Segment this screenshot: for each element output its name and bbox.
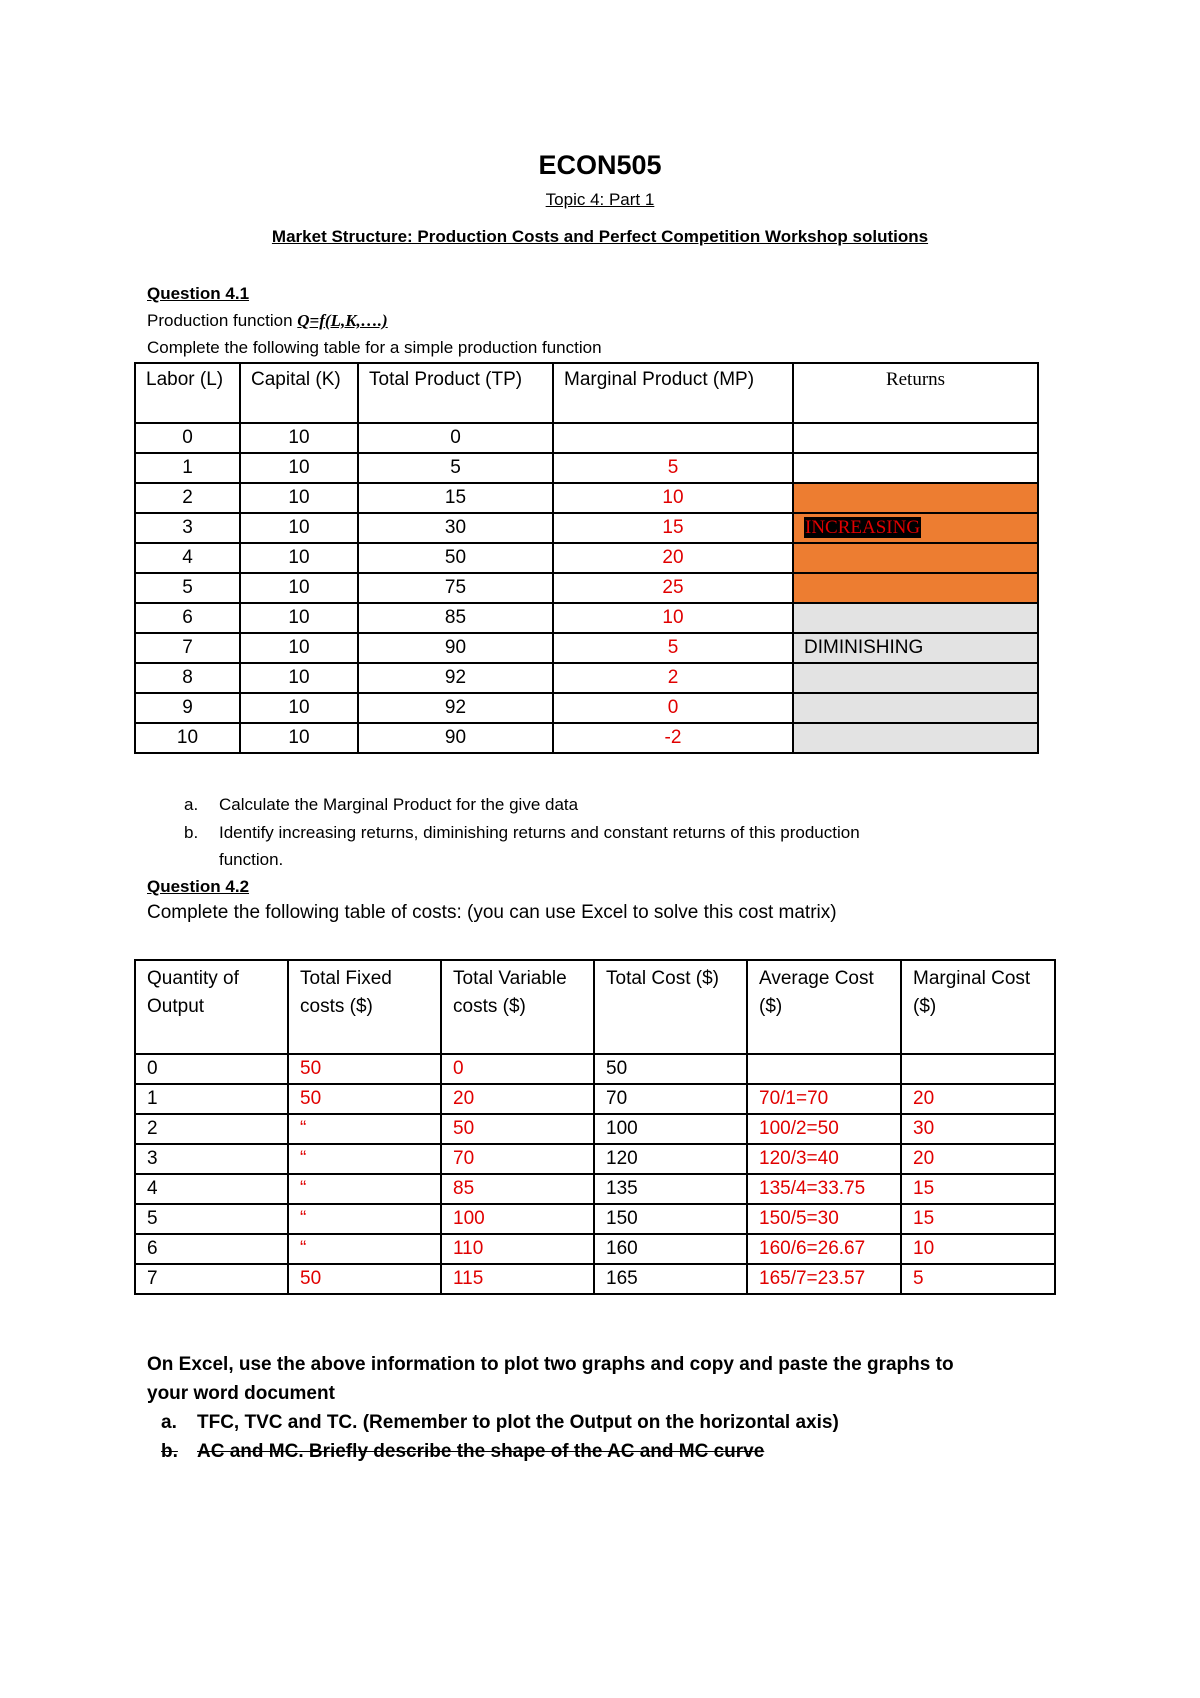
cell-quantity: 1 (135, 1084, 288, 1114)
header-ac: Average Cost ($) (747, 960, 901, 1054)
cell-tc: 160 (594, 1234, 747, 1264)
cost-table-header (135, 960, 1055, 1054)
cost-table (134, 959, 1056, 1295)
cell-quantity: 0 (135, 1054, 288, 1084)
header-mc: Marginal Cost ($) (901, 960, 1055, 1054)
header-capital: Capital (K) (240, 363, 358, 423)
cell-ac: 100/2=50 (747, 1114, 901, 1144)
excel-item-b-text: AC and MC. Briefly describe the shape of the AC and MC curve (197, 1441, 765, 1462)
task-a-marker: a. (184, 795, 199, 814)
cell-mp: -2 (553, 723, 793, 753)
excel-instruction-line2: your word document (147, 1383, 335, 1404)
cell-labor: 2 (135, 483, 240, 513)
cell-tp: 90 (358, 633, 553, 663)
cell-tfc: 50 (288, 1054, 441, 1084)
cell-returns-diminishing (793, 723, 1038, 753)
cell-ac: 135/4=33.75 (747, 1174, 901, 1204)
cell-returns-increasing (793, 513, 1038, 543)
task-b-text-line1: Identify increasing returns, diminishing returns and constant returns of this production (219, 823, 860, 842)
cell-labor: 3 (135, 513, 240, 543)
cell-labor: 5 (135, 573, 240, 603)
cell-tfc: “ (288, 1204, 441, 1234)
cell-tp: 92 (358, 693, 553, 723)
cell-mc: 15 (901, 1204, 1055, 1234)
cell-returns-increasing (793, 573, 1038, 603)
cell-tc: 135 (594, 1174, 747, 1204)
table-row (135, 633, 1038, 663)
table-row (135, 1264, 1055, 1294)
cell-capital: 10 (240, 423, 358, 453)
cell-mp: 10 (553, 483, 793, 513)
cell-labor: 7 (135, 633, 240, 663)
cell-quantity: 4 (135, 1174, 288, 1204)
cell-tfc: “ (288, 1114, 441, 1144)
cell-tc: 150 (594, 1204, 747, 1234)
cell-capital: 10 (240, 693, 358, 723)
excel-item-a-text: TFC, TVC and TC. (Remember to plot the Output on the horizontal axis) (197, 1412, 839, 1433)
cell-labor: 4 (135, 543, 240, 573)
cell-capital: 10 (240, 453, 358, 483)
cell-capital: 10 (240, 633, 358, 663)
cell-mp: 5 (553, 633, 793, 663)
table-row (135, 423, 1038, 453)
cell-mp: 25 (553, 573, 793, 603)
cell-ac: 120/3=40 (747, 1144, 901, 1174)
cell-quantity: 3 (135, 1144, 288, 1174)
cell-mp: 15 (553, 513, 793, 543)
cell-tc: 120 (594, 1144, 747, 1174)
cell-tp: 75 (358, 573, 553, 603)
table-row (135, 723, 1038, 753)
cell-ac: 70/1=70 (747, 1084, 901, 1114)
cell-returns-diminishing (793, 663, 1038, 693)
table-row (135, 513, 1038, 543)
cell-tfc: 50 (288, 1084, 441, 1114)
topic-heading: Topic 4: Part 1 (545, 190, 655, 209)
table-row (135, 573, 1038, 603)
table-row (135, 543, 1038, 573)
cell-tp: 0 (358, 423, 553, 453)
cell-mp: 10 (553, 603, 793, 633)
cell-capital: 10 (240, 663, 358, 693)
table-row (135, 663, 1038, 693)
table-row (135, 1174, 1055, 1204)
cell-labor: 0 (135, 423, 240, 453)
cell-tfc: “ (288, 1234, 441, 1264)
table-row (135, 1054, 1055, 1084)
cell-capital: 10 (240, 483, 358, 513)
cell-tfc: “ (288, 1144, 441, 1174)
cell-tvc: 85 (441, 1174, 594, 1204)
cell-tvc: 50 (441, 1114, 594, 1144)
cell-returns-diminishing (793, 693, 1038, 723)
cell-tc: 50 (594, 1054, 747, 1084)
cell-returns (793, 453, 1038, 483)
production-function-formula: Q=f(L,K,….) (297, 311, 388, 330)
cell-tp: 85 (358, 603, 553, 633)
cell-capital: 10 (240, 573, 358, 603)
cell-tfc: “ (288, 1174, 441, 1204)
cell-tp: 15 (358, 483, 553, 513)
table-row (135, 1204, 1055, 1234)
task-b-marker: b. (184, 823, 199, 842)
cell-quantity: 7 (135, 1264, 288, 1294)
cell-tvc: 115 (441, 1264, 594, 1294)
cell-ac: 160/6=26.67 (747, 1234, 901, 1264)
cell-quantity: 6 (135, 1234, 288, 1264)
cell-labor: 10 (135, 723, 240, 753)
header-total-product: Total Product (TP) (358, 363, 553, 423)
production-table (134, 362, 1039, 754)
production-function-label: Production function (147, 311, 293, 330)
cell-quantity: 5 (135, 1204, 288, 1234)
task-b-text-line2: function. (219, 850, 284, 869)
q41-instruction: Complete the following table for a simple production function (147, 338, 602, 357)
cell-mc: 10 (901, 1234, 1055, 1264)
table-row (135, 1114, 1055, 1144)
cell-mp: 0 (553, 693, 793, 723)
cell-tfc: 50 (288, 1264, 441, 1294)
cell-returns (793, 423, 1038, 453)
cell-tvc: 0 (441, 1054, 594, 1084)
table-row (135, 483, 1038, 513)
cell-mp (553, 423, 793, 453)
cell-tc: 70 (594, 1084, 747, 1114)
cell-returns-diminishing (793, 603, 1038, 633)
diminishing-label: DIMINISHING (793, 633, 1038, 663)
table-row (135, 693, 1038, 723)
cell-labor: 9 (135, 693, 240, 723)
table-row (135, 1144, 1055, 1174)
task-a-text: Calculate the Marginal Product for the give data (219, 795, 579, 814)
table-row (135, 603, 1038, 633)
cell-tvc: 110 (441, 1234, 594, 1264)
cell-tvc: 100 (441, 1204, 594, 1234)
cell-mp: 2 (553, 663, 793, 693)
excel-instruction-line1: On Excel, use the above information to plot two graphs and copy and paste the graphs to (147, 1354, 954, 1375)
question-4-2-heading: Question 4.2 (147, 877, 250, 896)
cell-labor: 6 (135, 603, 240, 633)
document-title: ECON505 (538, 150, 662, 180)
cell-capital: 10 (240, 543, 358, 573)
cell-quantity: 2 (135, 1114, 288, 1144)
cell-tc: 100 (594, 1114, 747, 1144)
header-returns: Returns (793, 363, 1038, 423)
cell-mp: 5 (553, 453, 793, 483)
cell-returns-increasing (793, 483, 1038, 513)
cell-ac (747, 1054, 901, 1084)
table-row (135, 1084, 1055, 1114)
header-quantity: Quantity of Output (135, 960, 288, 1054)
header-tfc: Total Fixed costs ($) (288, 960, 441, 1054)
question-4-1-heading: Question 4.1 (147, 284, 250, 303)
cell-mc: 20 (901, 1084, 1055, 1114)
cell-tp: 90 (358, 723, 553, 753)
cell-ac: 150/5=30 (747, 1204, 901, 1234)
q42-instruction: Complete the following table of costs: (you can use Excel to solve this cost matrix) (147, 902, 837, 923)
cell-labor: 8 (135, 663, 240, 693)
cell-tvc: 20 (441, 1084, 594, 1114)
cell-tvc: 70 (441, 1144, 594, 1174)
cell-mc: 30 (901, 1114, 1055, 1144)
cell-mc: 20 (901, 1144, 1055, 1174)
header-labor: Labor (L) (135, 363, 240, 423)
cell-capital: 10 (240, 513, 358, 543)
table-row (135, 453, 1038, 483)
excel-item-b-marker: b. (161, 1441, 178, 1462)
production-function-line (147, 311, 388, 331)
cell-tp: 92 (358, 663, 553, 693)
cell-returns-increasing (793, 543, 1038, 573)
excel-item-a-marker: a. (161, 1412, 177, 1433)
header-marginal-product: Marginal Product (MP) (553, 363, 793, 423)
cell-tc: 165 (594, 1264, 747, 1294)
document-subtitle: Market Structure: Production Costs and Perfect Competition Workshop solutions (271, 227, 929, 246)
cell-tp: 50 (358, 543, 553, 573)
cell-capital: 10 (240, 723, 358, 753)
cell-tp: 5 (358, 453, 553, 483)
header-tc: Total Cost ($) (594, 960, 747, 1054)
cell-ac: 165/7=23.57 (747, 1264, 901, 1294)
table-row (135, 1234, 1055, 1264)
header-tvc: Total Variable costs ($) (441, 960, 594, 1054)
increasing-label: INCREASING (805, 517, 921, 538)
cell-tp: 30 (358, 513, 553, 543)
production-table-header (135, 363, 1038, 423)
cell-capital: 10 (240, 603, 358, 633)
cell-mc: 15 (901, 1174, 1055, 1204)
cell-mc (901, 1054, 1055, 1084)
cell-mp: 20 (553, 543, 793, 573)
cell-labor: 1 (135, 453, 240, 483)
cell-mc: 5 (901, 1264, 1055, 1294)
